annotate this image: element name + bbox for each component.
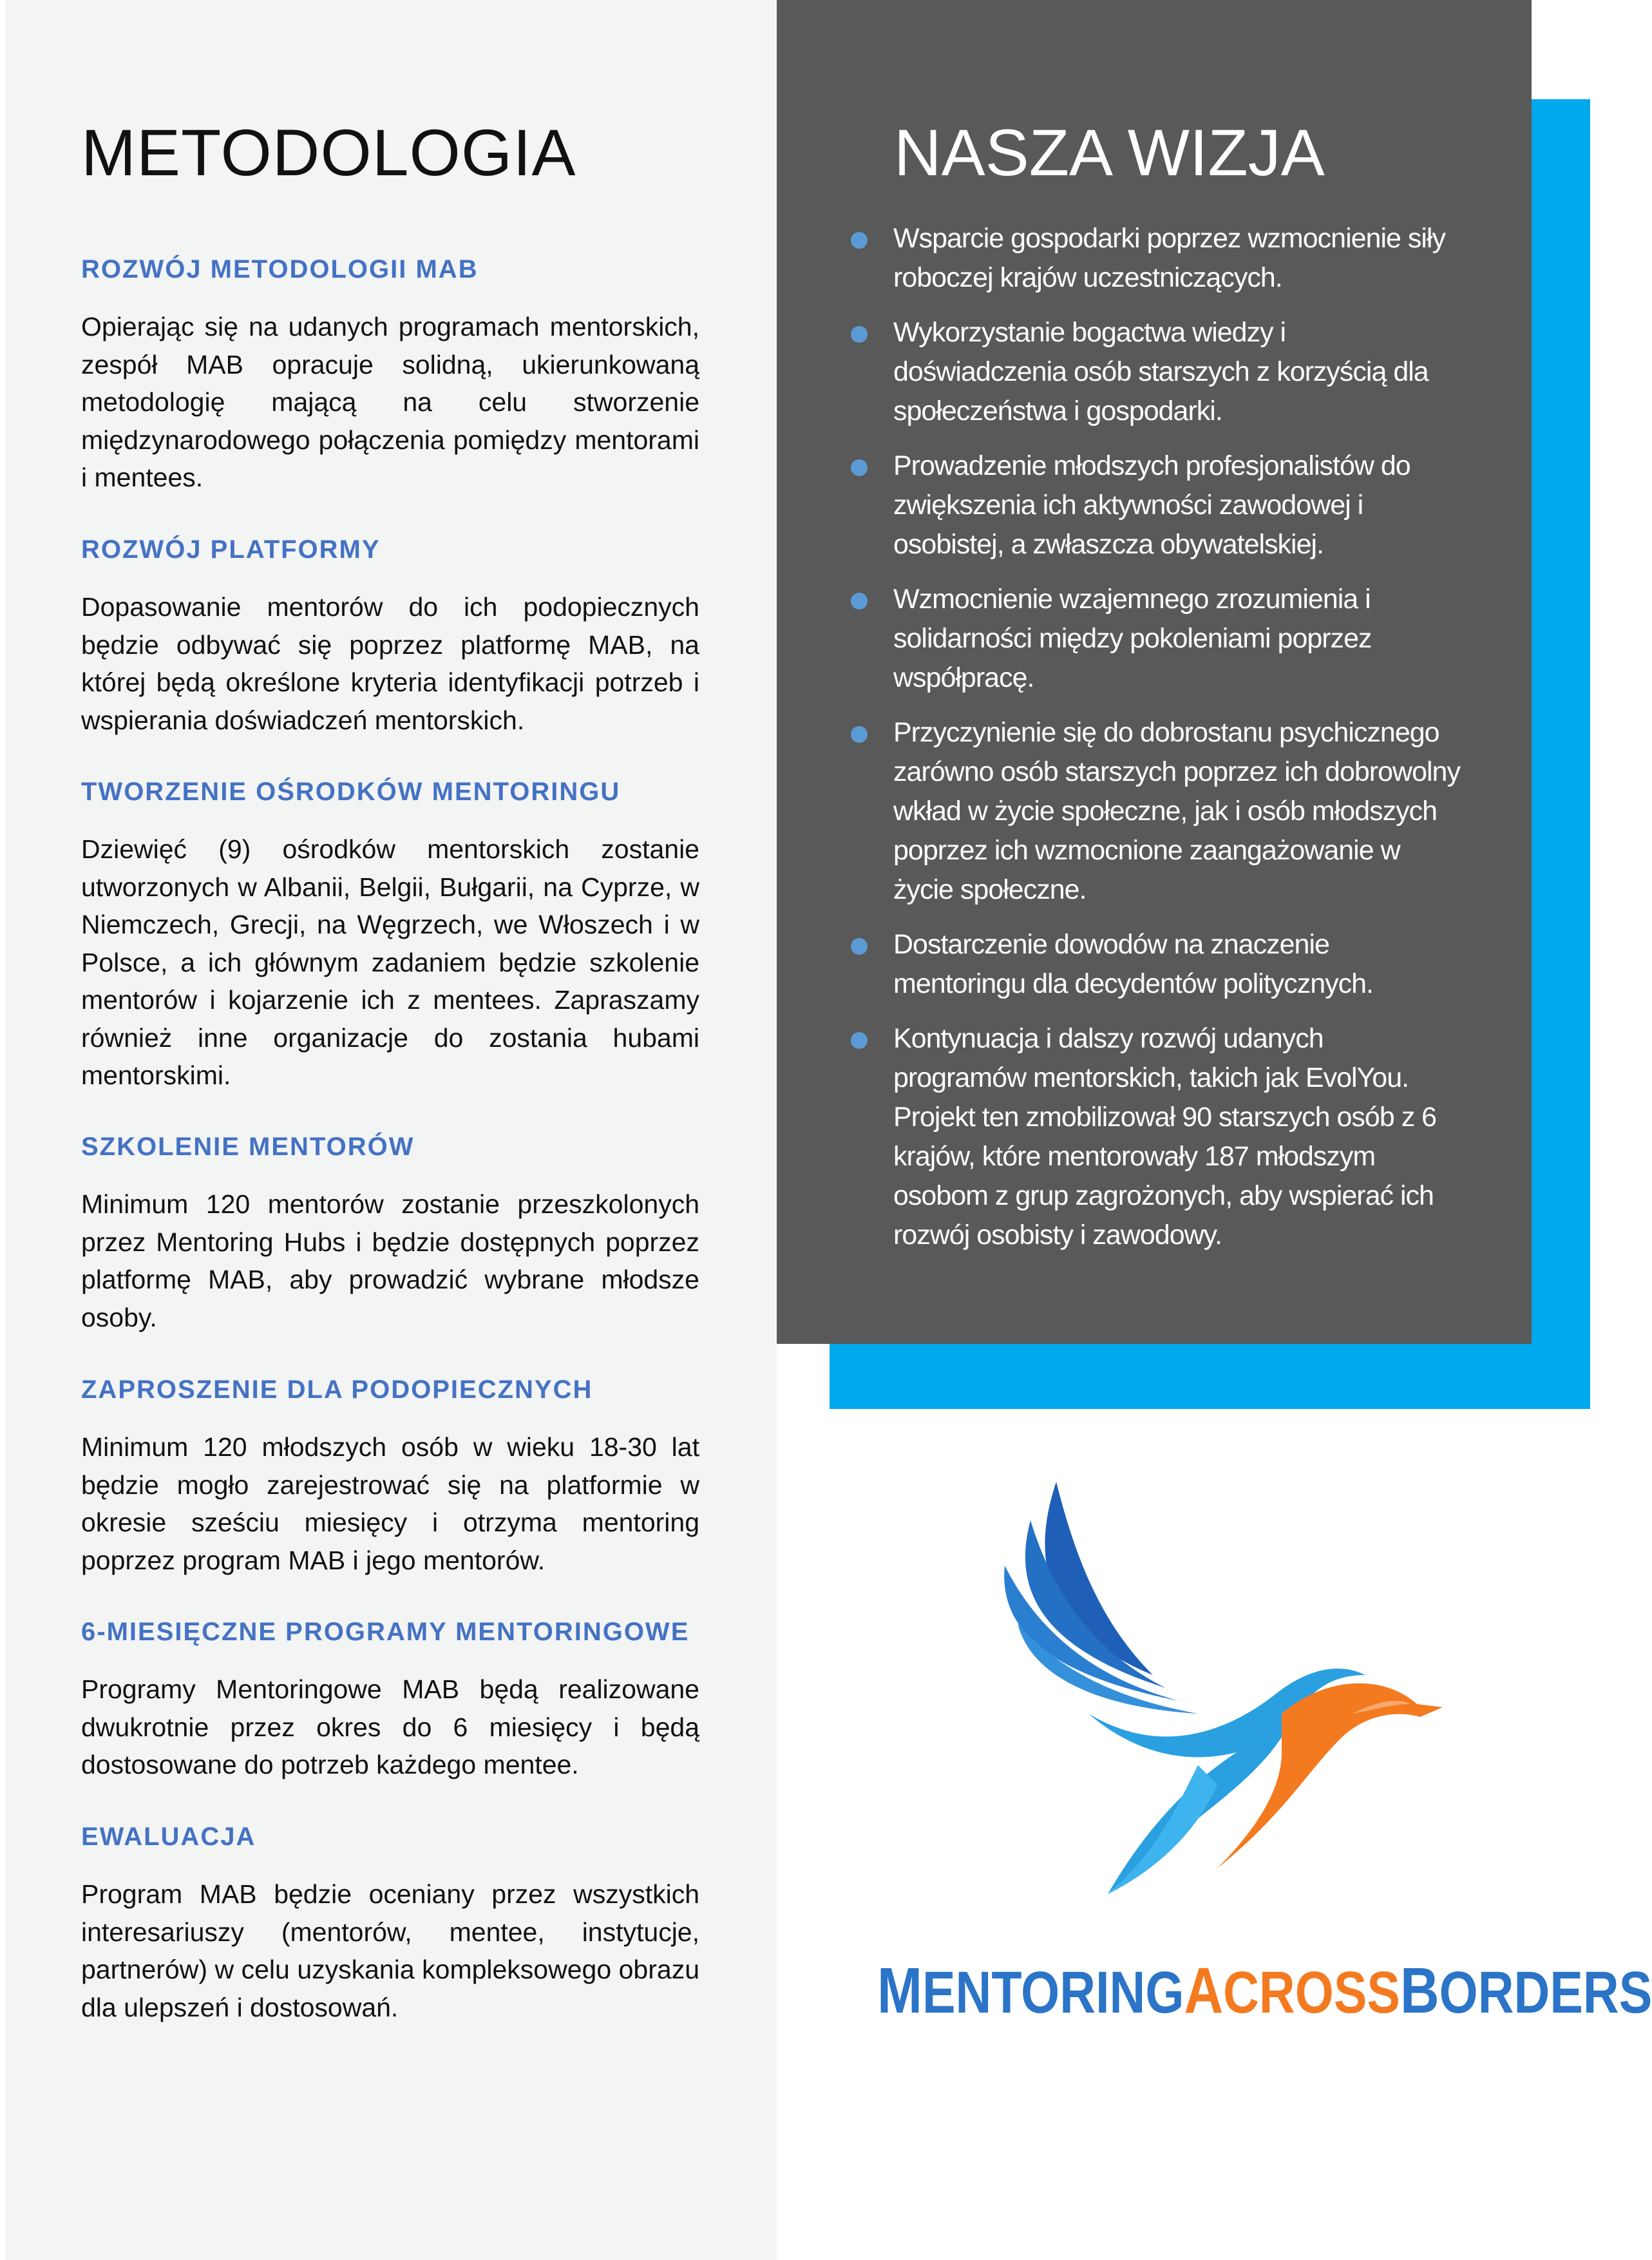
bird-logo-icon [1005,1482,1443,1933]
list-item: Wzmocnienie wzajemnego zrozumienia i solidarności między pokoleniami poprzez współpracę. [851,580,1463,698]
section-heading: TWORZENIE OŚRODKÓW MENTORINGU [81,778,621,806]
vision-title: NASZA WIZJA [894,116,1325,189]
list-item: Dostarczenie dowodów na znaczenie mentoringu dla decydentów politycznych. [851,925,1463,1004]
bullet-icon [851,232,868,249]
list-item: Kontynuacja i dalszy rozwój udanych programów mentorskich, takich jak EvolYou. Projekt ten zmobilizował 90 starszych osób z 6 krajów, które mentorowały 187 młodszym osobom z grup zagrożonych, aby wspierać ich rozwój osobisty i zawodowy. [851,1019,1463,1255]
section-evaluation [81,1824,699,2026]
section-platform [81,537,699,739]
section-heading: EWALUACJA [81,1823,256,1851]
section-mentee-invitation [81,1377,699,1579]
left-column [6,0,777,2260]
list-item: Wykorzystanie bogactwa wiedzy i doświadczenia osób starszych z korzyścią dla społeczeństwa i gospodarki. [851,313,1463,431]
page-title: METODOLOGIA [81,116,576,189]
section-body: Program MAB będzie oceniany przez wszystkich interesariuszy (mentorów, mentee, instytucje, partnerów) w celu uzyskania kompleksowego obrazu dla ulepszeń i dostosowań. [81,1879,699,2022]
section-heading: ROZWÓJ METODOLOGII MAB [81,255,479,283]
bullet-icon [851,726,868,743]
section-body: Opierając się na udanych programach mentorskich, zespół MAB opracuje solidną, ukierunkowaną metodologię mającą na celu stworzenie międzynarodowego połączenia pomiędzy mentorami i mentees. [81,312,699,492]
bullet-icon [851,326,868,343]
section-heading: ZAPROSZENIE DLA PODOPIECZNYCH [81,1375,593,1404]
section-hubs [81,779,699,1095]
section-body: Dziewięć (9) ośrodków mentorskich zostanie utworzonych w Albanii, Belgii, Bułgarii, na Cyprze, w Niemczech, Grecji, na Węgrzech, we Włoszech i w Polsce, a ich głównym zadaniem będzie szkolenie mentorów i kojarzenie ich z mentees. Zapraszamy również inne organizacje do zostania hubami mentorskimi. [81,834,699,1090]
bullet-icon [851,938,868,955]
section-heading: SZKOLENIE MENTORÓW [81,1133,415,1161]
list-item: Wsparcie gospodarki poprzez wzmocnienie siły roboczej krajów uczestniczących. [851,219,1463,298]
bullet-icon [851,593,868,609]
section-programs [81,1619,699,1784]
vision-panel [777,0,1532,1344]
bullet-icon [851,459,868,476]
list-item: Przyczynienie się do dobrostanu psychicznego zarówno osób starszych poprzez ich dobrowolny wkład w życie społeczne, jak i osób młodszych poprzez ich wzmocnione zaangażowanie w życie społeczne. [851,713,1463,910]
section-body: Minimum 120 młodszych osób w wieku 18-30 lat będzie mogło zarejestrować się na platformie w okresie sześciu miesięcy i otrzyma mentoring poprzez program MAB i jego mentorów. [81,1432,699,1575]
section-mentor-training [81,1134,699,1336]
section-methodology [81,256,699,497]
bullet-icon [851,1032,868,1049]
section-body: Dopasowanie mentorów do ich podopiecznych będzie odbywać się poprzez platformę MAB, na której będą określone kryteria identyfikacji potrzeb i wspierania doświadczeń mentorskich. [81,592,699,735]
section-body: Minimum 120 mentorów zostanie przeszkolonych przez Mentoring Hubs i będzie dostępnych poprzez platformę MAB, aby prowadzić wybrane młodsze osoby. [81,1189,699,1332]
section-heading: ROZWÓJ PLATFORMY [81,535,381,564]
vision-list [851,219,1463,1270]
brand-wordmark: MENTORINGACROSSBORDERS [877,1955,1652,2027]
section-heading: 6-MIESIĘCZNE PROGRAMY MENTORINGOWE [81,1618,690,1646]
list-item: Prowadzenie młodszych profesjonalistów do zwiększenia ich aktywności zawodowej i osobistej, a zwłaszcza obywatelskiej. [851,446,1463,564]
section-body: Programy Mentoringowe MAB będą realizowane dwukrotnie przez okres do 6 miesięcy i będą dostosowane do potrzeb każdego mentee. [81,1674,699,1779]
